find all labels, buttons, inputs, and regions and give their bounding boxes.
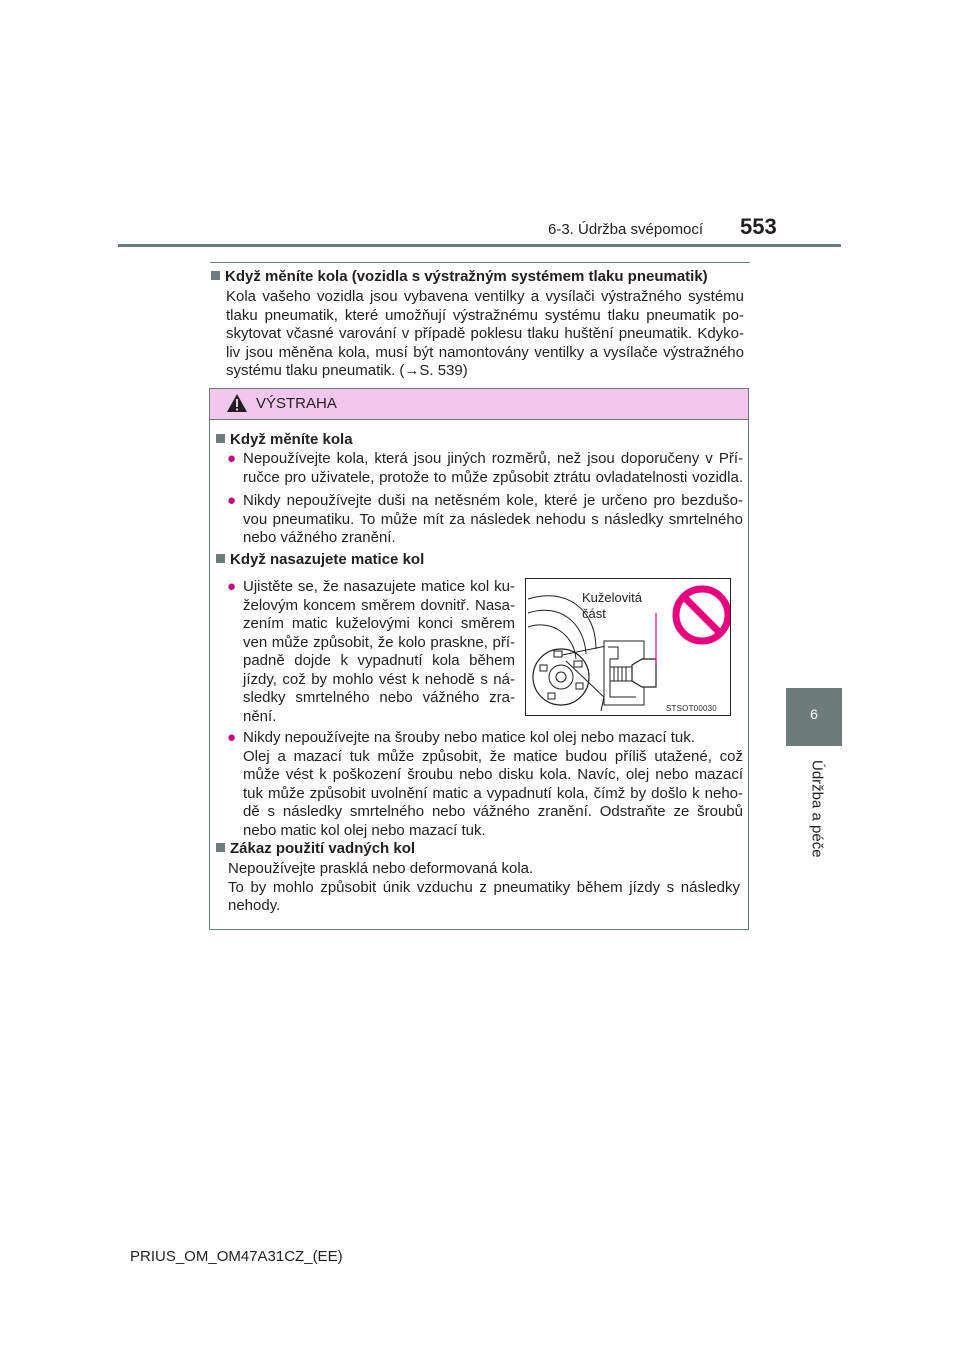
chapter-title-vertical [767, 760, 867, 860]
header-rule [118, 244, 841, 247]
warning-defective-text: Nepoužívejte prasklá nebo deformovaná kola. To by mohlo způsobit únik vzduchu z pneumatiky během jízdy s následky nehody. [228, 860, 740, 914]
document-code: PRIUS_OM_OM47A31CZ_(EE) [130, 1248, 343, 1265]
warning-triangle-icon [226, 393, 248, 413]
warning-heading-defective: Zákaz použití vadných kol [216, 840, 415, 857]
dot-bullet-icon: ● [227, 492, 237, 509]
warning-heading-nuts: Když nasazujete matice kol [216, 551, 424, 568]
intro-paragraph: Kola vašeho vozidla jsou vybavena ventilky a vysílači výstražného systému tlaku pneumatik, které umožňují výstražnému systému tlaku pneumatik po- skytovat včasné varování v případě poklesu tlaku huštění pneumatik. Kdyko- liv jsou měněna kola, musí být namontovány ventilky a vysílače výstražného systému tlaku pneumatik. (→S. 539) [226, 288, 744, 379]
warning-bullet-oil: Nikdy nepoužívejte na šrouby nebo matice kol olej nebo mazací tuk. Olej a mazací tuk může způsobit, že matice budou příliš utažené, což může vést k poškození šroubu nebo disku kola. Navíc, olej nebo mazací tuk může způsobit uvolnění matic a vypadnutí kola, čímž by došlo k neho- dě s následky smrtelného nebo vážného zranění. Odstraňte ze šroubů nebo matic kol olej nebo mazací tuk. [243, 729, 743, 839]
chapter-title: Údržba a péče [808, 760, 826, 858]
wheel-nut-illustration [525, 578, 731, 716]
figure-code: STSOT00030 [666, 704, 717, 713]
square-bullet-icon [216, 434, 225, 443]
square-bullet-icon [216, 843, 225, 852]
section-title: 6-3. Údržba svépomocí [548, 221, 704, 238]
content-top-rule [210, 262, 750, 263]
chapter-tab[interactable] [786, 688, 842, 746]
intro-heading: Když měníte kola (vozidla s výstražným systémem tlaku pneumatik) [211, 268, 708, 285]
warning-bullet-tube: Nikdy nepoužívejte duši na netěsném kole, které je určeno pro bezdušo- vou pneumatiku. To může mít za následek nehodu s následky smrtelného nebo vážného zranění. [243, 492, 743, 546]
page-number: 553 [740, 214, 777, 239]
dot-bullet-icon: ● [227, 450, 237, 467]
figure-label: Kuželovitá část [582, 590, 642, 621]
warning-heading-wheels: Když měníte kola [216, 431, 353, 448]
square-bullet-icon [211, 271, 220, 280]
chapter-number: 6 [810, 706, 818, 722]
dot-bullet-icon: ● [227, 729, 237, 746]
warning-bullet-sizes: Nepoužívejte kola, která jsou jiných rozměrů, než jsou doporučeny v Pří- ručce pro uživatele, protože to může způsobit ztrátu ovladatelnosti vozidla. [243, 450, 743, 486]
square-bullet-icon [216, 554, 225, 563]
warning-bullet-nut-orientation: Ujistěte se, že nasazujete matice kol ku- želovým koncem směrem dovnitř. Nasa- zením matic kuželovými konci směrem ven může způsobit, že kolo praskne, pří- padně dojde k vypadnutí kola během jízdy, což by mohlo vést k nehodě s ná- sledky smrtelného nebo vážného zra- nění. [243, 578, 515, 725]
dot-bullet-icon: ● [227, 578, 237, 595]
warning-label: VÝSTRAHA [256, 395, 337, 412]
